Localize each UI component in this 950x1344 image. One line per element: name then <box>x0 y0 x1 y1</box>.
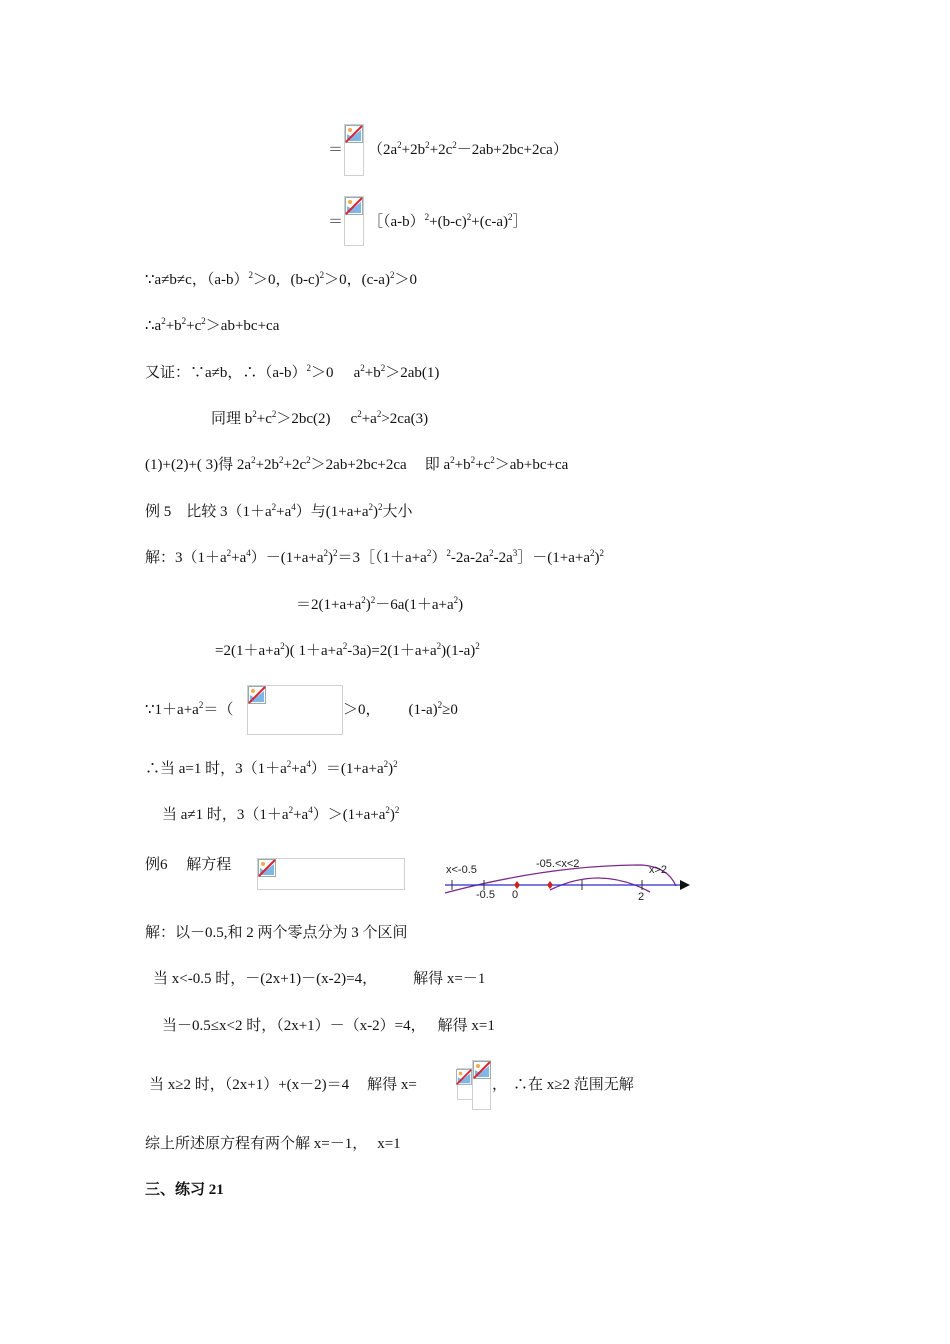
fraction-image-placeholder <box>344 196 364 246</box>
number-line-diagram <box>440 855 695 905</box>
fraction-image-placeholder <box>472 1060 491 1110</box>
example-6-heading: 例6 解方程 <box>145 857 232 873</box>
proof-conclusion-line: $\therefore a^2+b^2+c^2>ab+bc+ca$ <box>145 316 280 334</box>
case-1-line: 当 x<-0.5 时，－(2x+1)－(x-2)=4， 解得 x=－1 <box>153 971 486 987</box>
equals-sign: ＝ <box>328 214 344 230</box>
tick-label: 0 <box>512 889 519 901</box>
tick-label: 2 <box>638 891 645 903</box>
equation-image-placeholder <box>257 858 405 890</box>
similarly-line: 同理 $b^2+c^2>2bc(2)$ $c^2+a^2>2ca(3)$ <box>211 409 429 427</box>
alternate-proof-line: 又证：∵a≠b，$\therefore(a-b)^2>0$ $a^2+b^2>2ab(1)$ <box>145 363 440 381</box>
expression: $[(a-b)^2+(b-c)^2+(c-a)^2]$ <box>368 212 528 230</box>
point-marker <box>547 881 553 889</box>
region-label-left: x<-0.5 <box>446 864 477 876</box>
axis-arrow-icon <box>680 880 690 890</box>
region-label-right: x>2 <box>649 864 668 876</box>
broken-image-icon <box>248 686 266 704</box>
case-2-line: 当－0.5≤x<2 时，（2x+1）－（x-2）=4， 解得 x=1 <box>162 1018 495 1034</box>
region-label-middle: -05.<x<2 <box>536 858 580 870</box>
broken-image-icon <box>345 197 363 215</box>
formula-image-placeholder <box>247 685 343 735</box>
broken-image-icon <box>345 125 363 143</box>
example-5-heading: 例 5 比较 $3(1+a^2+a^4)$与$(1+a+a^2)^2$大小 <box>145 502 413 520</box>
tick-label: -0.5 <box>476 889 495 901</box>
summary-line: 综上所述原方程有两个解 x=－1， x=1 <box>145 1136 401 1152</box>
broken-image-icon <box>456 1069 472 1085</box>
broken-image-icon <box>258 859 276 877</box>
proof-premise-line: ∵a≠b≠c，$(a-b)^2>0$，$(b-c)^2>0$，$(c-a)^2>0$ <box>145 270 417 288</box>
point-marker <box>514 881 520 889</box>
case-equal-line: ∴当 a=1 时，$3(1+a^2+a^4)=(1+a+a^2)^2$ <box>145 759 398 777</box>
solution-line-3: $=2(1+a+a^2)$( $1+a+a^2-3a)=2(1+a+a^2)(1-a)^2$ <box>215 641 480 659</box>
equals-sign: ＝ <box>328 142 344 158</box>
fraction-image-placeholder <box>344 124 364 176</box>
solution-intervals-line: 解：以－0.5,和 2 两个零点分为 3 个区间 <box>145 925 408 941</box>
case-not-equal-line: 当 a≠1 时，$3(1+a^2+a^4)>(1+a+a^2)^2$ <box>162 805 400 823</box>
sum-line: (1)+(2)+( 3)得 $2a^2+2b^2+2c^2>2ab+2bc+2ca$ 即 $a^2+b^2+c^2>ab+bc+ca$ <box>145 455 569 473</box>
fraction-image-placeholder <box>457 1068 473 1100</box>
expression: $(2a^2+2b^2+2c^2-2ab+2bc+2ca)$ <box>368 140 568 158</box>
solution-line-1: 解：$3(1+a^2+a^4)-(1+a+a^2)^2=3[(1+a+a^2)^2-2a-2a^2-2a^3]-(1+a+a^2)^2$ <box>145 548 605 566</box>
section-heading: 三、练习 21 <box>145 1182 224 1198</box>
solution-line-2: $=2(1+a+a^2)^2-6a(1+a+a^2)$ <box>296 595 464 613</box>
broken-image-icon <box>473 1061 491 1079</box>
